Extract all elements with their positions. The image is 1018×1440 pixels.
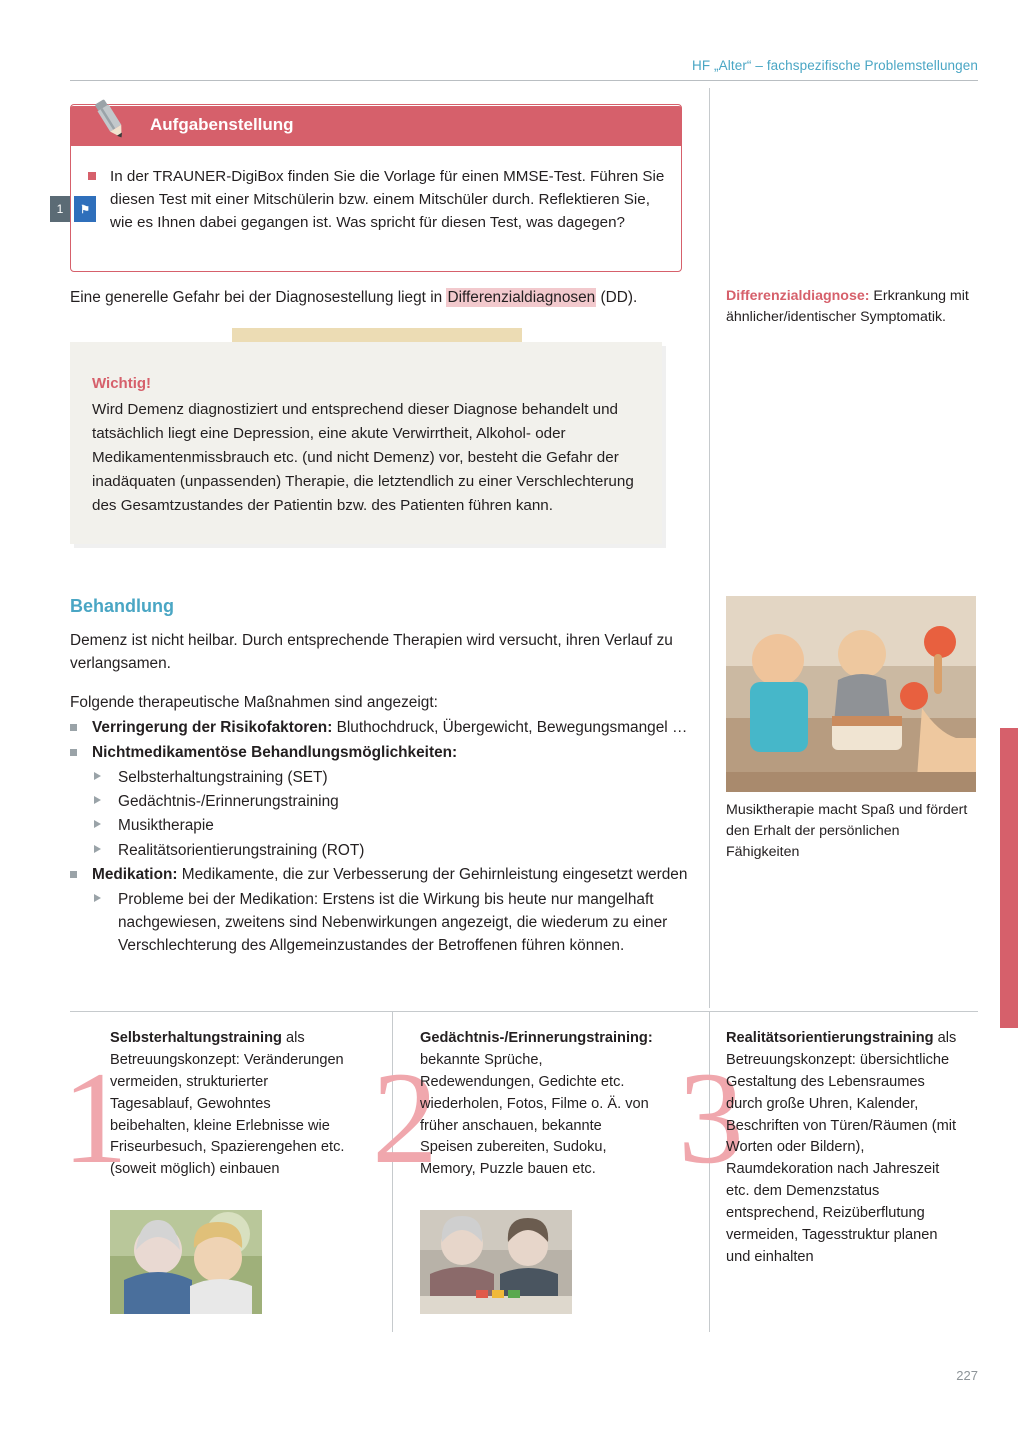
page-number: 227 bbox=[956, 1368, 978, 1383]
sub-list-item-text: Musiktherapie bbox=[118, 817, 214, 835]
bottom-column-3 bbox=[726, 1028, 962, 1269]
therapy-list bbox=[70, 716, 700, 958]
list-item bbox=[70, 863, 700, 886]
list-item bbox=[70, 716, 700, 739]
triangle-bullet-icon bbox=[94, 820, 101, 828]
bottom-column-1-label: Selbsterhaltungstraining bbox=[110, 1030, 282, 1046]
photo-caption-musiktherapie: Musiktherapie macht Spaß und fördert den Erhalt der persönlichen Fähigkeiten bbox=[726, 802, 968, 861]
paragraph-dd-pre: Eine generelle Gefahr bei der Diagnosestellung liegt in bbox=[70, 289, 447, 306]
margin-term: Differenzialdiagnose: bbox=[726, 288, 870, 304]
bottom-column-1-text: als Betreuungskonzept: Veränderungen vermeiden, strukturierter Tagesablauf, Gewohntes beibehalten, kleine Erlebnisse wie Friseurbesuch, Spazierengehen etc. (soweit möglich) einbauen bbox=[110, 1030, 345, 1178]
step-number-1: 1 bbox=[62, 1044, 128, 1191]
running-header: HF „Alter“ – fachspezifische Problemstellungen bbox=[692, 58, 978, 73]
paragraph-differenzialdiagnosen bbox=[70, 286, 690, 309]
square-bullet-icon bbox=[70, 749, 77, 756]
wichtig-text: Wird Demenz diagnostiziert und entsprechend dieser Diagnose behandelt und tatsächlich liegt eine Depression, eine akute Verwirrtheit, Alkohol- oder Medikamentenmissbrauch etc. (und nicht Demenz) vor, besteht die Gefahr der inadäquaten (unpassenden) Therapie, die letztendlich zu einer Verschlechterung des Gesamtzustandes der Patientin bzw. des Patienten führen kann. bbox=[92, 401, 634, 515]
square-bullet-icon bbox=[70, 871, 77, 878]
margin-definition-text: Erkrankung mit ähnlicher/identischer Symptomatik. bbox=[726, 288, 969, 326]
bottom-column-3-text: als Betreuungskonzept: übersichtliche Gestaltung des Lebensraumes durch große Uhren, Kalender, Beschriften von Türen/Räumen (mit Worten oder Bildern), Raumdekoration nach Jahreszeit etc. dem Demenzstatus entsprechend, Reizüberflutung vermeiden, Tagesstruktur planen und einhalten bbox=[726, 1030, 957, 1265]
sub-list-item-text: Probleme bei der Medikation: Erstens ist die Wirkung bis heute nur mangelhaft nachgewiesen, zweitens sind Nebenwirkungen angezeigt, die wiederum zu einer Verschlechterung des Allgemeinzustandes der Betroffenen führen können. bbox=[118, 890, 668, 954]
list-item bbox=[70, 741, 700, 764]
task-number: 1 bbox=[50, 196, 70, 222]
sub-list-item bbox=[70, 888, 700, 957]
square-bullet-icon bbox=[70, 724, 77, 731]
task-text: In der TRAUNER-DigiBox finden Sie die Vorlage für einen MMSE-Test. Führen Sie diesen Test mit einer Mitschülerin bzw. einem Mitschüler durch. Reflektieren Sie, wie es Ihnen dabei gegangen ist. Was spricht für diesen Test, was dagegen? bbox=[110, 168, 665, 232]
triangle-bullet-icon bbox=[94, 894, 101, 902]
sub-list-item bbox=[70, 839, 700, 862]
sub-list-item-text: Gedächtnis-/Erinnerungstraining bbox=[118, 793, 339, 811]
triangle-bullet-icon bbox=[94, 772, 101, 780]
digibox-badge-icon: ⚑ bbox=[74, 196, 96, 222]
list-item-text: Medikamente, die zur Verbesserung der Gehirnleistung eingesetzt werden bbox=[177, 865, 688, 883]
paragraph-dd-post: (DD). bbox=[596, 289, 638, 306]
sub-list-item-text: Realitätsorientierungstraining (ROT) bbox=[118, 841, 365, 859]
photo-gedaechtnistraining bbox=[420, 1210, 572, 1314]
paragraph-behandlung-1: Demenz ist nicht heilbar. Durch entsprechende Therapien wird versucht, ihren Verlauf zu verlangsamen. bbox=[70, 632, 673, 673]
bottom-section-divider bbox=[70, 1011, 978, 1012]
sub-list-item bbox=[70, 790, 700, 813]
column-divider-right bbox=[709, 88, 710, 1008]
list-item-label: Medikation: bbox=[92, 865, 178, 883]
list-item-label: Verringerung der Risikofaktoren: bbox=[92, 719, 333, 736]
step-number-3: 3 bbox=[678, 1044, 744, 1191]
sub-list-item bbox=[70, 766, 700, 789]
bottom-column-2 bbox=[420, 1028, 656, 1181]
margin-definition bbox=[726, 286, 976, 328]
chapter-tab bbox=[1000, 728, 1018, 1028]
pencil-icon bbox=[88, 97, 132, 143]
triangle-bullet-icon bbox=[94, 845, 101, 853]
sub-list-item-text: Selbsterhaltungstraining (SET) bbox=[118, 769, 328, 787]
header-divider bbox=[70, 80, 978, 81]
step-number-2: 2 bbox=[372, 1044, 438, 1191]
photo-musiktherapie bbox=[726, 596, 976, 792]
paragraph-behandlung-2: Folgende therapeutische Maßnahmen sind angezeigt: bbox=[70, 694, 438, 711]
sub-list-item bbox=[70, 814, 700, 837]
list-item-label: Nichtmedikamentöse Behandlungsmöglichkeiten: bbox=[92, 744, 458, 762]
task-bullet-marker bbox=[88, 172, 96, 180]
task-banner-title: Aufgabenstellung bbox=[150, 115, 294, 134]
bottom-column-2-text: bekannte Sprüche, Redewendungen, Gedichte etc. wiederholen, Fotos, Filme o. Ä. von früher anschauen, bekannte Speisen zubereiten, Sudoku, Memory, Puzzle bauen etc. bbox=[420, 1051, 649, 1178]
bottom-column-2-label: Gedächtnis-/Erinnerungstraining: bbox=[420, 1030, 653, 1046]
heading-behandlung: Behandlung bbox=[70, 596, 174, 616]
bottom-column-3-label: Realitätsorientierungstraining bbox=[726, 1030, 934, 1046]
list-item-text: Bluthochdruck, Übergewicht, Bewegungsmangel … bbox=[332, 719, 688, 736]
triangle-bullet-icon bbox=[94, 796, 101, 804]
bottom-column-1 bbox=[110, 1028, 346, 1181]
photo-selbsterhaltungstraining bbox=[110, 1210, 262, 1314]
highlight-differenzialdiagnosen: Differenzialdiagnosen bbox=[447, 289, 596, 306]
wichtig-title: Wichtig! bbox=[92, 375, 152, 392]
